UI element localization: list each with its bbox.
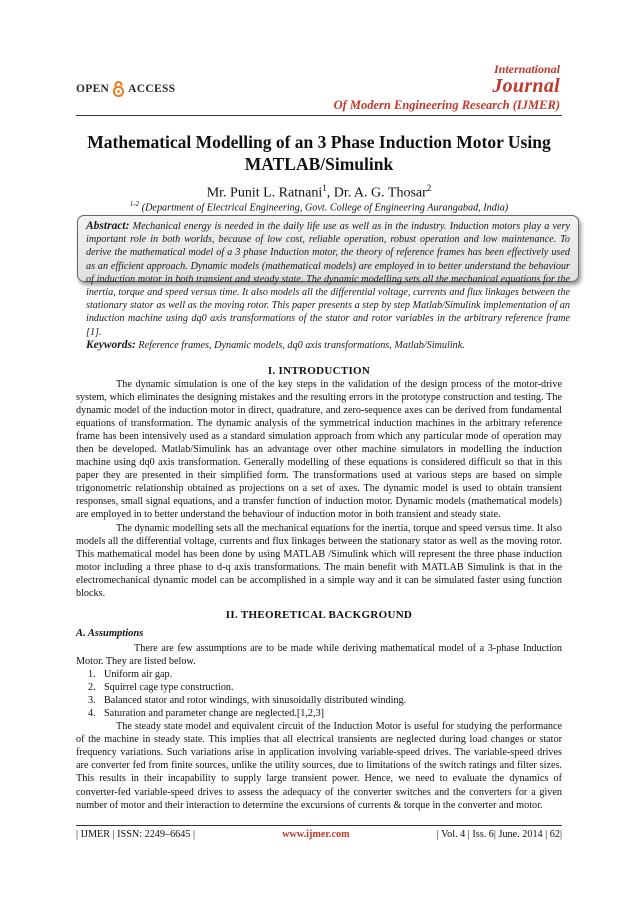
header-rule (76, 115, 562, 116)
page-footer (76, 829, 562, 840)
intro-paragraph-2: The dynamic modelling sets all the mechanical equations for the inertia, torque and speed versus time. It also models all the differential voltage, currents and flux linkages between the stationary stator as well as the moving rotor. This mathematical model has been done by using MATLAB /Simulink which will represent the three phase induction motor including a three phase to d-q axis transformations. The main benefit with MATLAB Simulink is that in the electromechanical dynamic model can be accomplished in a simple way and it can be simulated faster using function blocks. (76, 522, 562, 599)
footer-volume: | Vol. 4 | Iss. 6| June. 2014 | 62| (436, 829, 562, 840)
author-1: Mr. Punit L. Ratnani (206, 185, 323, 201)
author-separator: , (326, 185, 334, 201)
open-lock-icon (112, 80, 125, 97)
journal-line-international: International (493, 62, 560, 76)
keywords-label: Keywords: (86, 338, 136, 351)
subsection-assumptions: A. Assumptions (76, 628, 144, 639)
background-paragraph: The steady state model and equivalent circuit of the Induction Motor is useful for studying the performance of the machine in steady state. This implies that all electrical transients are neglected during load changes or stator frequency variations. Such variations arise in application involving variable-speed drives. The variable-speed drives are converter fed from finite sources, unlike the utility sources, due to limitations of the switch ratings and filter sizes. This results in their incapability to supply large transient power. Hence, we need to evaluate the dynamics of converter-fed variable-speed drives to assess the adequacy of the converter switches and the converters for a given number of motor and their interaction to determine the excursions of currents & torque in the converter and motor. (76, 721, 562, 811)
author-1-sup: 1 (322, 183, 327, 193)
journal-line-journal: Journal (492, 75, 560, 97)
journal-line-name: Of Modern Engineering Research (IJMER) (333, 98, 560, 112)
list-item: 4. Saturation and parameter change are neglected.[1,2,3] (88, 708, 325, 720)
intro-paragraph-1: The dynamic simulation is one of the key steps in the validation of the design process of the motor-drive system, which eliminates the designing mistakes and the resulting errors in the prototype construction and testing. The dynamic model of the induction motor in direct, quadrature, and zero-sequence axes can be derived from fundamental equations of transformation. The dynamic analysis of the symmetrical induction machines in the arbitrary reference frame has been intensively used as a standard simulation approach from which any particular mode of operation may then be developed. Matlab/Simulink has an advantage over other machine simulators in modelling the induction machine using dq0 axis transformation. Generally modelling of these equations is considered difficult so that in this paper they are presented in their simplified form. The transformations used at various steps are based on simple trigonometric relationship obtained as projections on a set of axes. The dynamic model is used to obtain transient responses, small signal equations, and a transfer function of induction motor. Dynamic models (mathematical models) are employed in to better understand the behaviour of induction motor in both transient and steady state. (76, 379, 562, 521)
section-heading-theoretical-background: II. THEORETICAL BACKGROUND (225, 609, 413, 621)
open-access-logo (76, 80, 175, 97)
affiliation-sup: 1-2 (129, 200, 140, 208)
section-heading-introduction: I. INTRODUCTION (267, 365, 371, 377)
abstract-label: Abstract: (86, 220, 130, 232)
list-item: 3. Balanced stator and rotor windings, with sinusoidally distributed winding. (88, 695, 407, 707)
keywords-paragraph (86, 339, 570, 352)
footer-website-link[interactable]: www.ijmer.com (282, 829, 350, 840)
footer-issn: | IJMER | ISSN: 2249–6645 | (76, 829, 196, 840)
paper-title: Mathematical Modelling of an 3 Phase Induction Motor Using MATLAB/Simulink (87, 132, 551, 174)
abstract-paragraph (86, 220, 570, 339)
list-item: 2. Squirrel cage type construction. (88, 682, 234, 694)
author-line (60, 183, 578, 202)
abstract-box (77, 215, 579, 351)
assumptions-list (76, 668, 562, 720)
affiliation: (Department of Electrical Engineering, Govt. College of Engineering Aurangabad, India) (141, 202, 509, 214)
list-item: 1. Uniform air gap. (88, 669, 173, 681)
footer-rule (76, 825, 562, 826)
abstract-text: Mechanical energy is needed in the daily life use as well as in the industry. Induction motors play a very important role in both worlds, because of low cost, reliable operation, robust operation and low maintenance. To derive the mathematical model of a 3 phase Induction motor, the theory of reference frames has been effectively used as an efficient approach. Dynamic models (mathematical models) are employed in to better understand the behaviour of induction motor in both transient and steady state. The dynamic modelling sets all the mechanical equations for the inertia, torque and speed versus time. It also models all the differential voltage, currents and flux linkages between the stationary stator as well as the moving rotor. This paper presents a step by step Matlab/Simulink implementation of an induction machine using dq0 axis transformations of the stator and rotor variables in the arbitrary reference frame [1]. (86, 221, 571, 338)
author-2-sup: 2 (426, 183, 432, 193)
open-access-right: ACCESS (128, 82, 176, 95)
keywords-text: Reference frames, Dynamic models, dq0 axis transformations, Matlab/Simulink. (138, 339, 465, 351)
affiliation-line (60, 200, 578, 213)
section-introduction-body (76, 378, 562, 600)
open-access-left: OPEN (76, 82, 110, 95)
author-2: Dr. A. G. Thosar (333, 185, 427, 201)
assumptions-intro: There are few assumptions are to be made while deriving mathematical model of a 3-phase Induction Motor. They are listed below. (76, 643, 562, 668)
section-background-body (76, 642, 562, 812)
